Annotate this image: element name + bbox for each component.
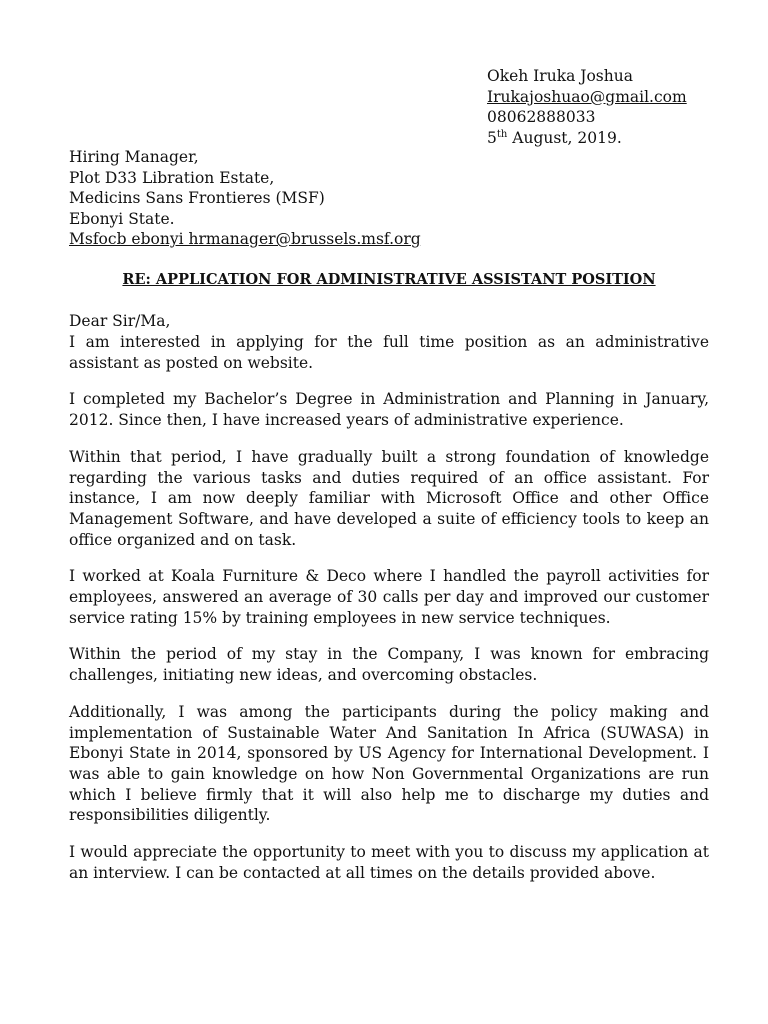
sender-email: Irukajoshuao@gmail.com <box>487 87 687 106</box>
recipient-block <box>69 147 421 250</box>
body-paragraph: I completed my Bachelor’s Degree in Administration and Planning in January, 2012. Since then, I have increased years of administrative experience. <box>69 390 709 430</box>
recipient-title: Hiring Manager, <box>69 148 199 166</box>
recipient-address: Plot D33 Libration Estate, <box>69 168 275 187</box>
recipient-state: Ebonyi State. <box>69 209 175 228</box>
body-paragraph: Within the period of my stay in the Company, I was known for embracing challenges, initiating new ideas, and overcoming obstacles. <box>69 645 709 685</box>
subject-line: RE: APPLICATION FOR ADMINISTRATIVE ASSISTANT POSITION <box>122 271 656 288</box>
sender-block <box>487 66 687 148</box>
letter-date <box>487 128 687 149</box>
date-rest: August, 2019. <box>507 128 622 147</box>
body-paragraph: Within that period, I have gradually built a strong foundation of knowledge regarding the various tasks and duties required of an office assistant. For instance, I am now deeply familiar with Microsoft Office and other Office Management Software, and have developed a suite of efficiency tools to keep an office organized and on task. <box>69 447 709 549</box>
letter-body <box>69 332 709 899</box>
date-suffix: th <box>496 128 508 140</box>
salutation: Dear Sir/Ma, <box>69 312 171 330</box>
recipient-organization: Medicins Sans Frontieres (MSF) <box>69 189 325 207</box>
date-day: 5 <box>487 128 497 147</box>
sender-phone: 08062888033 <box>487 108 596 126</box>
body-paragraph: I am interested in applying for the full time position as an administrative assistant as posted on website. <box>69 333 709 372</box>
body-paragraph: I worked at Koala Furniture & Deco where I handled the payroll activities for employees, answered an average of 30 calls per day and improved our customer service rating 15% by training employees in new service techniques. <box>69 567 709 627</box>
body-paragraph: I would appreciate the opportunity to meet with you to discuss my application at an interview. I can be contacted at all times on the details provided above. <box>69 843 709 882</box>
body-paragraph: Additionally, I was among the participants during the policy making and implementation of Sustainable Water And Sanitation In Africa (SUWASA) in Ebonyi State in 2014, sponsored by US Agency for International Development. I was able to gain knowledge on how Non Governmental Organizations are run which I believe firmly that it will also help me to discharge my duties and responsibilities diligently. <box>69 702 709 825</box>
sender-name: Okeh Iruka Joshua <box>487 67 633 85</box>
recipient-email: Msfocb ebonyi hrmanager@brussels.msf.org <box>69 230 421 248</box>
